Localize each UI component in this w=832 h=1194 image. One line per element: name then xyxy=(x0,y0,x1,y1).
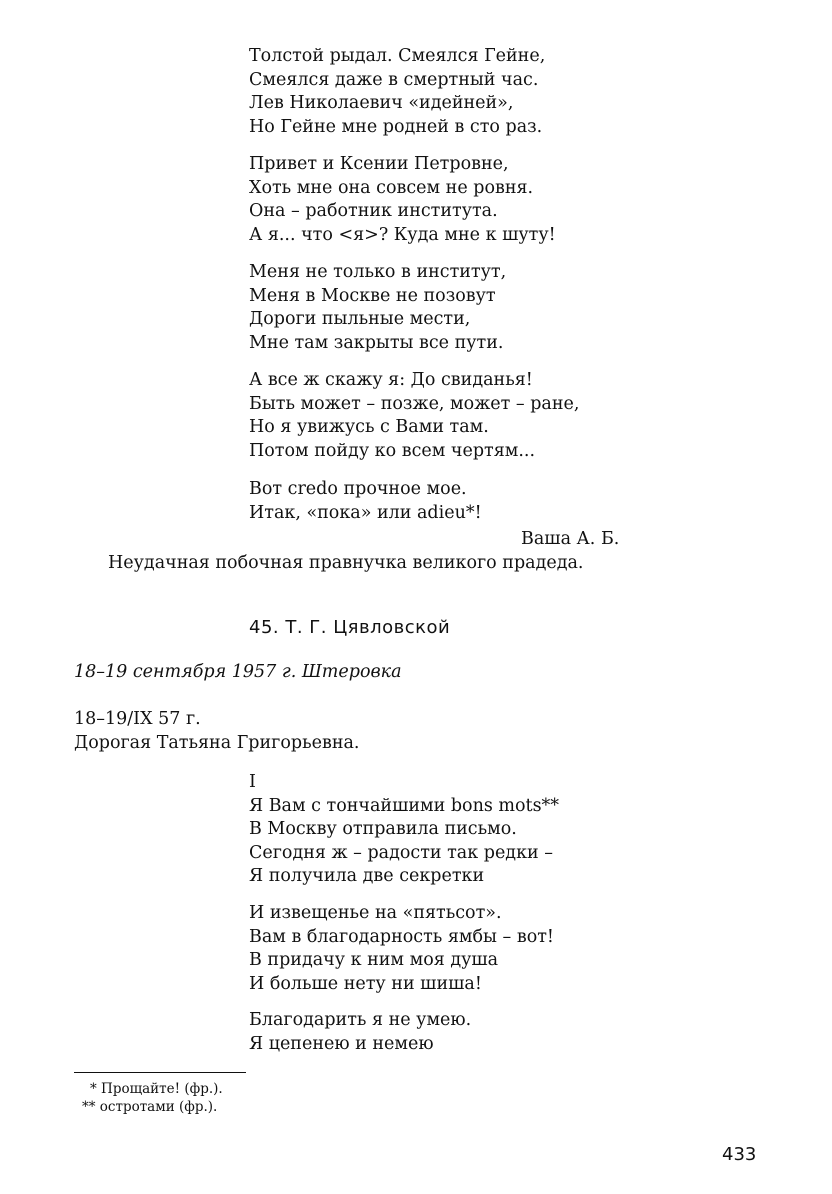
signature: Ваша А. Б. xyxy=(521,529,620,549)
verse-line: И больше нету ни шиша! xyxy=(249,973,482,994)
dateline: 18–19 сентября 1957 г. Штеровка xyxy=(74,662,402,682)
verse-line: И извещенье на «пятьсот». xyxy=(249,903,502,923)
verse-line: Привет и Ксении Петровне, xyxy=(249,154,509,174)
poem-1-stanza-3 xyxy=(249,261,506,355)
verse-line: В придачу к ним моя душа xyxy=(249,950,499,970)
verse-line: Она – работник института. xyxy=(249,201,498,221)
verse-line: Смеялся даже в смертный час. xyxy=(249,69,539,90)
section-number: I xyxy=(249,772,256,792)
verse-line: Толстой рыдал. Смеялся Гейне, xyxy=(249,46,546,66)
salutation: Дорогая Татьяна Григорьевна. xyxy=(74,733,360,753)
verse-line: Потом пойду ко всем чертям... xyxy=(249,440,536,461)
verse-line: Дороги пыльные мести, xyxy=(249,309,471,329)
page-number: 433 xyxy=(722,1144,757,1165)
verse-line: Хоть мне она совсем не ровня. xyxy=(249,177,534,198)
poem-1-stanza-5 xyxy=(249,478,482,525)
letter-date: 18–19/IX 57 г. xyxy=(74,709,201,729)
verse-line: Сегодня ж – радости так редки – xyxy=(249,842,553,863)
poem-2 xyxy=(249,771,559,889)
stanza xyxy=(249,45,545,139)
verse-line: Но Гейне мне родней в сто раз. xyxy=(249,116,543,137)
verse-line: Благодарить я не умею. xyxy=(249,1010,472,1030)
verse-line: А все ж скажу я: До свиданья! xyxy=(249,370,533,390)
verse-line: Я цепенею и немею xyxy=(249,1033,434,1054)
poem-2-stanza-3 xyxy=(249,1009,471,1056)
verse-line: Меня не только в институт, xyxy=(249,262,507,282)
footnote-rule xyxy=(74,1072,246,1073)
postscript: Неудачная побочная правнучка великого прадеда. xyxy=(108,553,584,573)
poem-1-stanza-4 xyxy=(249,369,579,463)
verse-line: А я... что <я>? Куда мне к шуту! xyxy=(249,224,556,245)
footnote-1: * Прощайте! (фр.). xyxy=(90,1081,223,1097)
letter-heading: 45. Т. Г. Цявловской xyxy=(249,617,451,638)
poem-1-stanza-2 xyxy=(249,153,556,247)
verse-line: Мне там закрыты все пути. xyxy=(249,332,504,353)
verse-line: Итак, «пока» или adieu*! xyxy=(249,502,482,523)
verse-line: Вот credo прочное мое. xyxy=(249,479,467,499)
verse-line: Я Вам с тончайшими bons mots** xyxy=(249,795,560,816)
verse-line: Лев Николаевич «идейней», xyxy=(249,93,514,113)
verse-line: В Москву отправила письмо. xyxy=(249,819,517,839)
verse-line: Вам в благодарность ямбы – вот! xyxy=(249,926,554,947)
verse-line: Быть может – позже, может – ране, xyxy=(249,393,580,414)
verse-line: Меня в Москве не позовут xyxy=(249,285,496,306)
poem-2-stanza-2 xyxy=(249,902,554,996)
verse-line: Но я увижусь с Вами там. xyxy=(249,417,489,437)
verse-line: Я получила две секретки xyxy=(249,866,485,886)
footnote-2: ** остротами (фр.). xyxy=(82,1099,218,1115)
poem-1 xyxy=(249,45,545,139)
